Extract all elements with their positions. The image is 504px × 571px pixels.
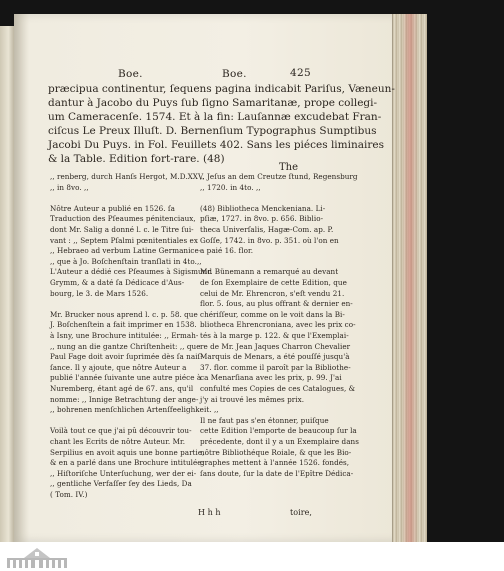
catchword-bottom: toire, xyxy=(290,508,312,517)
main-line: um Cameracenſe. 1574. Et à la fin: Lauſannæ excudebat Fran- xyxy=(48,111,382,123)
column-line: graphes mettent à l'année 1526. fondés, xyxy=(200,458,350,468)
column-line: ,, Hebraeo ad verbum Latine Germanice- xyxy=(50,246,202,256)
column-line: Paul Fage doit avoir ſuprimée dès ſa naiſ- xyxy=(50,352,203,362)
main-line: dantur à Jacobo du Puys ſub ſigno Samaritanæ, prope collegi- xyxy=(48,97,378,109)
red-edge-stain xyxy=(402,14,418,542)
column-line: 37. flor. comme il paroît par la Bibliothe- xyxy=(200,362,351,372)
main-line: Jacobi Du Puys. in Fol. Feuillets 402. Sans les piéces liminaires xyxy=(48,139,384,151)
left-page-edge xyxy=(0,26,14,548)
column-line: Marquis de Menars, a été pouſſé jusqu'à xyxy=(200,352,350,362)
column-line: chant les Ecrits de nôtre Auteur. Mr. xyxy=(50,437,186,446)
column-line: Traduction des Pſeaumes pénitenciaux, xyxy=(50,214,196,224)
column-line: celui de Mr. Ehrencron, s'eſt vendu 21. xyxy=(200,288,345,298)
column-line: vant : ,, Septem Pſalmi pœnitentiales ex xyxy=(50,235,198,245)
column-line: à Isny, une Brochure intitulée: ,, Ermah- xyxy=(50,331,199,340)
column-line: ,, nung an die gantze Chriſtenheit: ,, que xyxy=(50,341,201,351)
column-line: ,, renberg, durch Hanſs Hergot, M.D.XXV. xyxy=(50,172,205,181)
running-head-left: Boe. xyxy=(118,68,143,80)
main-line: præcipua continentur, ſequens pagina indicabit Pariſus, Væneun- xyxy=(48,83,395,95)
footer-bar xyxy=(0,542,504,571)
column-line: ,, 1720. in 4to. ,, xyxy=(200,182,261,192)
column-line: ( Tom. IV.) xyxy=(50,490,88,499)
column-line: bourg, le 3. de Mars 1526. xyxy=(50,288,149,298)
column-line: ,, gentliche Verfaſſer ſey des Lieds, Da xyxy=(50,479,192,489)
column-line: & en a parlé dans une Brochure intitulée: xyxy=(50,458,205,468)
catchword-top: The xyxy=(279,162,299,173)
column-line: j'y ai trouvé les mêmes prix. xyxy=(200,394,305,404)
column-line: confulté mes Copies de ces Catalogues, & xyxy=(200,384,356,393)
column-line: ,, que à Jo. Boſchenſtain tranſlati in 4to.,, xyxy=(50,256,202,266)
column-line: dont Mr. Salig a donné l. c. le Titre ſui- xyxy=(50,225,194,234)
column-line: theca Univerſalis, Hagæ-Com. ap. P. xyxy=(200,225,334,234)
column-line: ,, in 8vo. ,, xyxy=(50,182,89,192)
main-line: & la Table. Edition fort-rare. (48) xyxy=(48,153,225,165)
column-line: J. Boſchenſtein a fait imprimer en 1538. xyxy=(50,320,197,330)
column-line: re de Mr. Jean Jaques Charron Chevalier xyxy=(200,341,351,351)
column-line: publié l'année ſuivante une autre piéce à xyxy=(50,373,202,383)
column-line: tés à la marge p. 122. & que l'Exemplai- xyxy=(200,331,349,340)
column-line: Mr. Brucker nous aprend l. c. p. 58. que xyxy=(50,309,198,319)
running-head-right: Boe. xyxy=(222,68,247,80)
column-line: précedente, dont il y a un Exemplaire dans xyxy=(200,437,359,446)
column-line: ,, Hiſtoriſche Unterſuchung, wer der ei- xyxy=(50,468,197,478)
library-building-logo xyxy=(6,545,68,569)
column-line: Mr. Bünemann a remarqué au devant xyxy=(200,267,339,277)
column-line: a paié 16. flor. xyxy=(200,246,254,256)
column-line: L'Auteur a dédié ces Pſeaumes à Sigismund xyxy=(50,267,212,277)
page-number: 425 xyxy=(290,67,311,79)
column-line: ſans doute, ſur la date de l'Epître Dédica- xyxy=(200,468,354,478)
column-line: chériſſeur, comme on le voit dans la Bi- xyxy=(200,309,345,319)
main-line: ciſcus Le Preux Illuſt. D. Bernenſium Typographus Sumptibus xyxy=(48,125,377,137)
column-line: ca Menarſiana avec les prix, p. 99. J'ai xyxy=(200,373,342,383)
column-line: Grymm, & a daté ſa Dédicace d'Aus- xyxy=(50,278,185,287)
column-line: flor. 5. ſous, au plus offrant & dernier en- xyxy=(200,299,353,309)
column-line: pſiæ, 1727. in 8vo. p. 656. Biblio- xyxy=(200,214,324,224)
column-line: ,, bohrenen menſchlichen Artenſfeelighkeit. ,, xyxy=(50,405,219,415)
signature-mark: H h h xyxy=(198,508,221,517)
column-line: Goſſe, 1742. in 8vo. p. 351. où l'on en xyxy=(200,235,339,245)
column-line: de ſon Exemplaire de cette Edition, que xyxy=(200,278,347,287)
column-line: bliotheca Ehrencroniana, avec les prix co- xyxy=(200,320,356,330)
column-line: cette Edition l'emporte de beaucoup ſur la xyxy=(200,426,357,436)
column-line: Il ne faut pas s'en étonner, puiſque xyxy=(200,415,329,425)
column-line: Serpilius en avoit aquis une bonne partie, xyxy=(50,447,205,457)
column-line: (48) Bibliotheca Menckeniana. Li- xyxy=(200,203,326,213)
column-line: nomme: ,, Innige Betrachtung der ange- xyxy=(50,394,199,404)
column-line: nôtre Bibliothéque Roiale, & que les Bio- xyxy=(200,447,352,457)
column-line: Nôtre Auteur a publié en 1526. ſa xyxy=(50,203,175,213)
column-line: ,, Jeſus an dem Creutze ſtund, Regensburg xyxy=(200,172,358,181)
column-line: Voilà tout ce que j'ai pû découvrir tou- xyxy=(50,426,192,436)
column-line: Nuremberg, étant agé de 67. ans, qu'il xyxy=(50,384,194,393)
column-line: ſance. Il y ajoute, que nôtre Auteur a xyxy=(50,362,187,372)
